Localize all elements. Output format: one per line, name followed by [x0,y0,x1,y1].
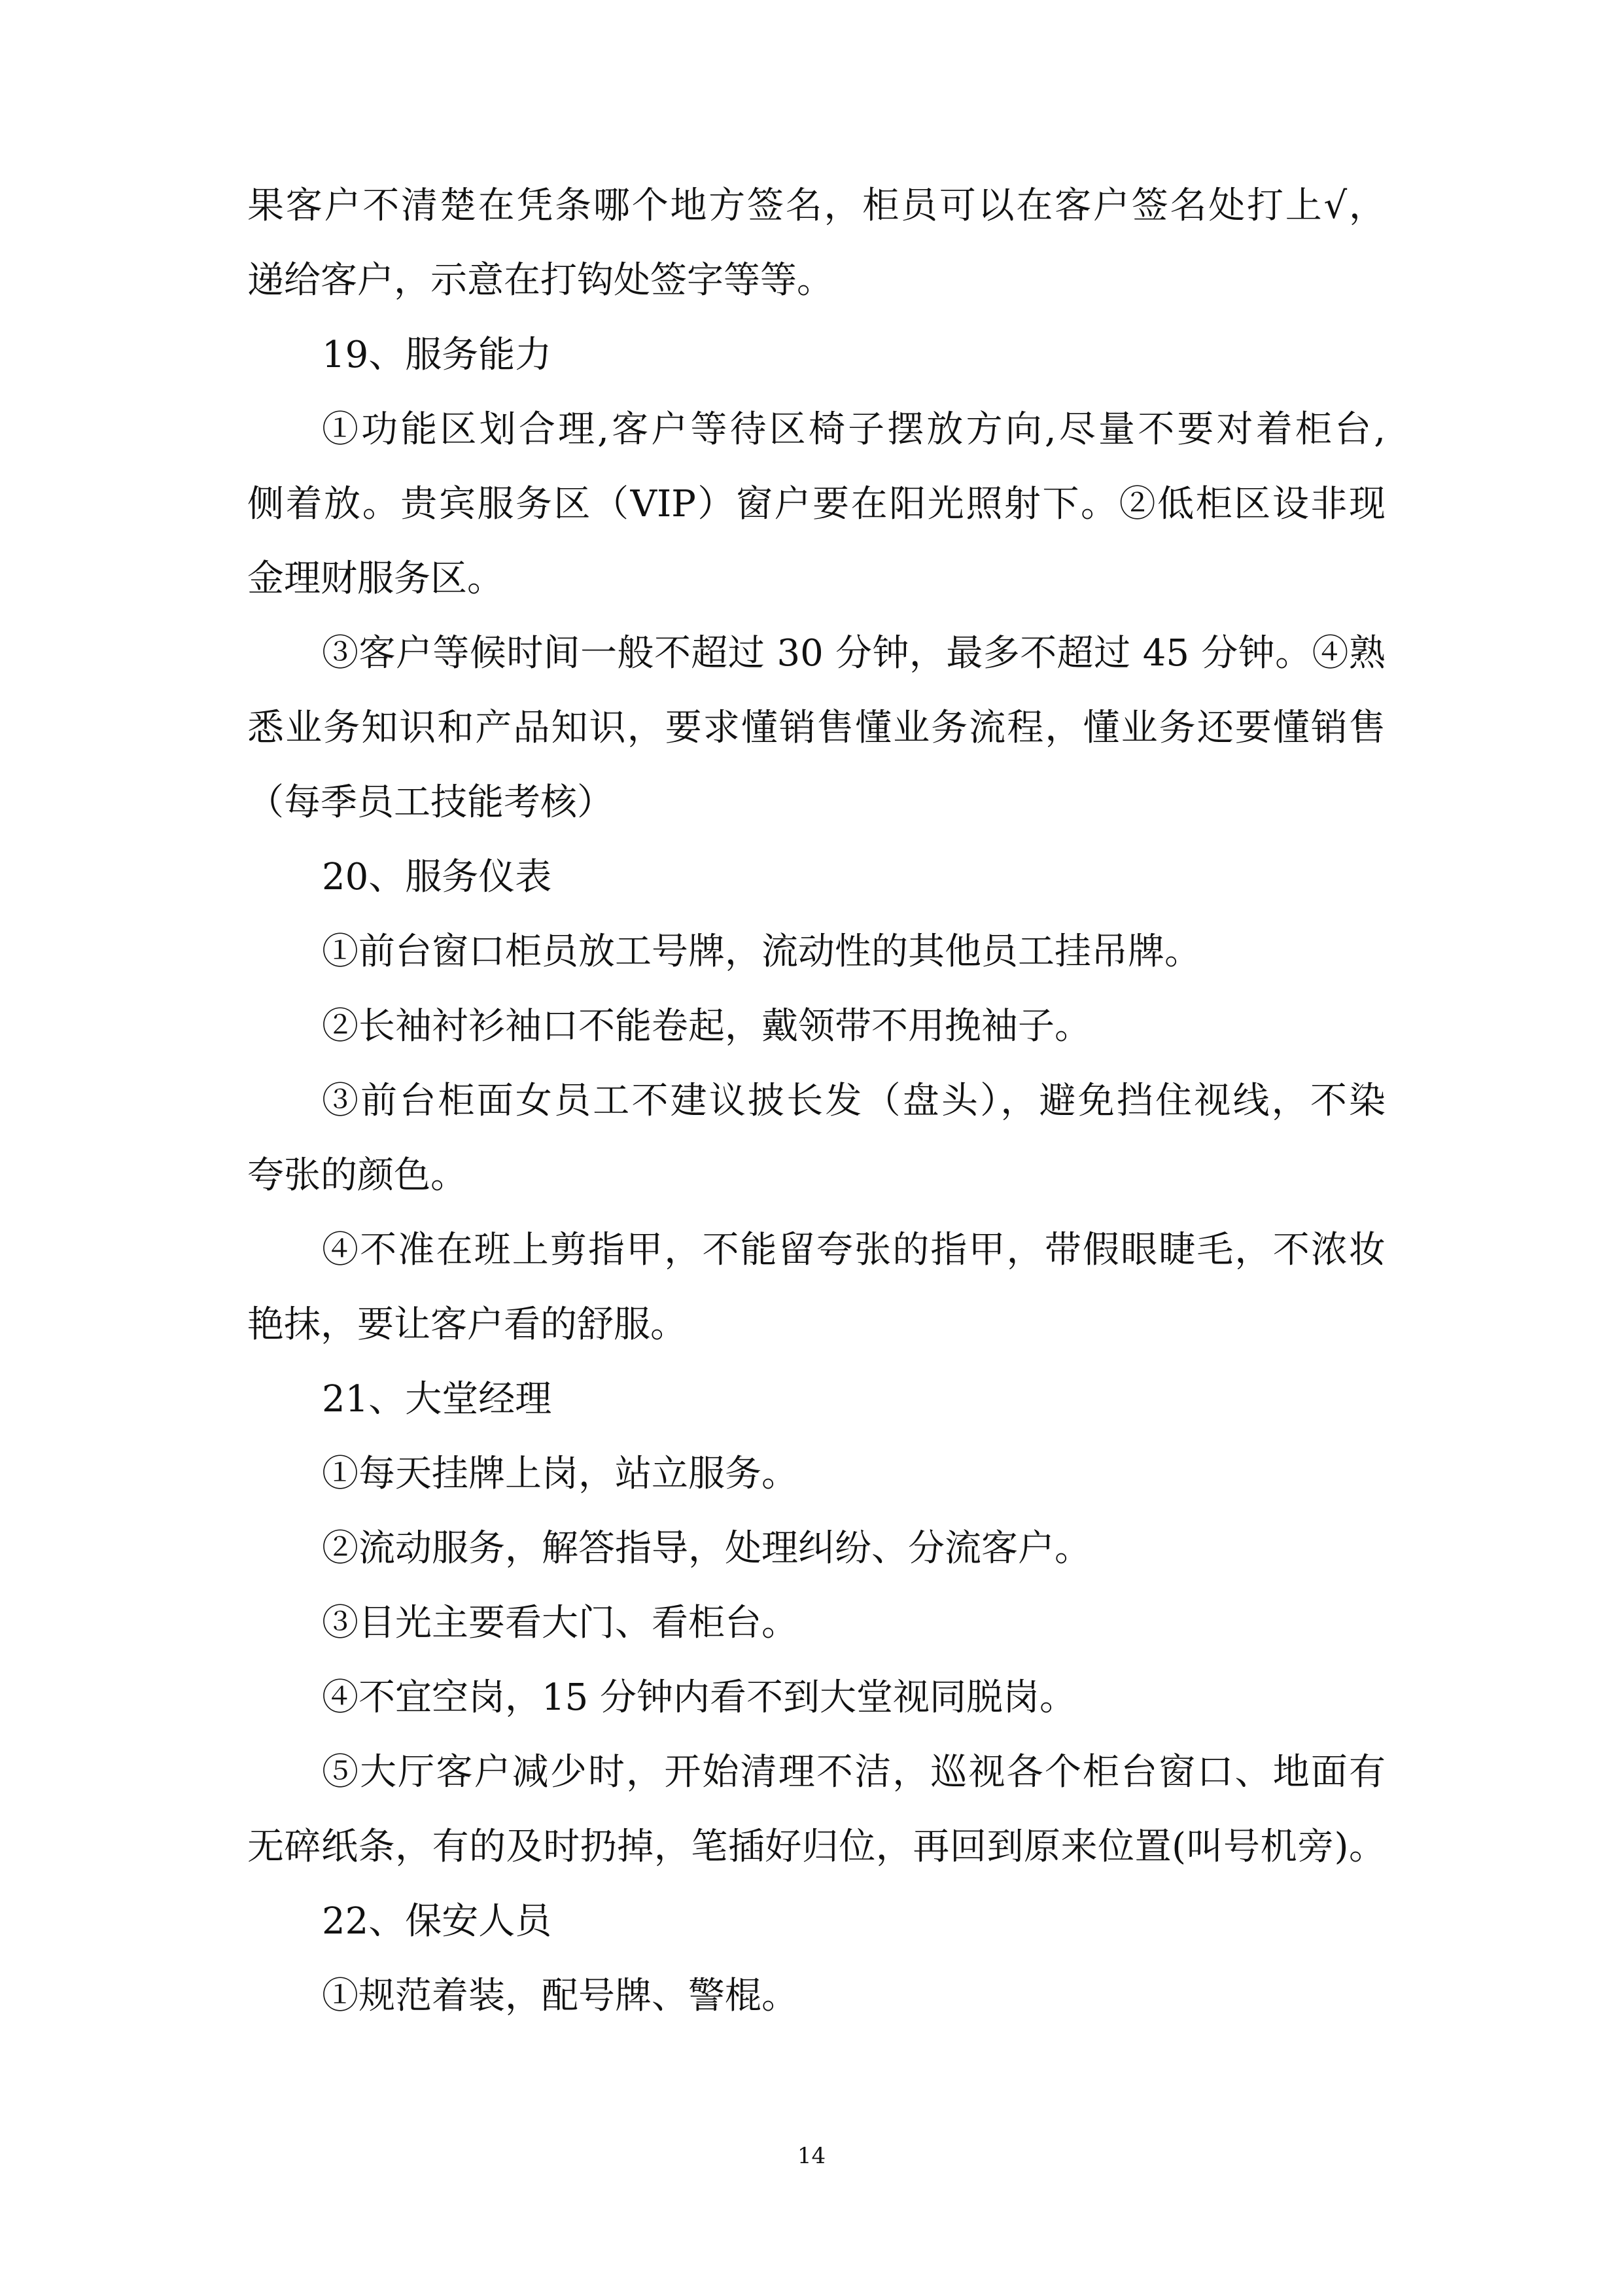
body-line: 金理财服务区。 [247,557,504,600]
document-body [247,169,1386,2034]
body-line: 果客户不清楚在凭条哪个地方签名，柜员可以在客户签名处打上√， [247,185,1386,227]
body-line: 夸张的颜色。 [247,1154,467,1197]
body-line: ④不宜空岗，15 分钟内看不到大堂视同脱岗。 [322,1676,1077,1719]
body-line: ①每天挂牌上岗，站立服务。 [322,1453,798,1495]
body-line: ②长袖衬衫袖口不能卷起，戴领带不用挽袖子。 [322,1005,1091,1048]
section-heading: 21、大堂经理 [322,1378,552,1421]
body-line: 艳抹，要让客户看的舒服。 [247,1303,687,1346]
body-line: （每季员工技能考核） [247,781,614,824]
body-line: ⑤大厅客户减少时，开始清理不洁，巡视各个柜台窗口、地面有 [322,1751,1386,1793]
section-heading: 19、服务能力 [322,334,552,376]
body-line: 递给客户，示意在打钩处签字等等。 [247,259,833,302]
body-line: ①规范着装，配号牌、警棍。 [322,1975,798,2017]
page-number: 14 [797,2143,826,2169]
body-line: ①前台窗口柜员放工号牌，流动性的其他员工挂吊牌。 [322,930,1201,973]
body-line: 无碎纸条，有的及时扔掉，笔插好归位，再回到原来位置(叫号机旁)。 [247,1826,1386,1868]
body-line: ③目光主要看大门、看柜台。 [322,1602,798,1644]
body-line: ②流动服务，解答指导，处理纠纷、分流客户。 [322,1527,1091,1570]
body-line: 悉业务知识和产品知识，要求懂销售懂业务流程，懂业务还要懂销售 [247,707,1386,749]
body-line: ③客户等候时间一般不超过 30 分钟，最多不超过 45 分钟。④熟 [322,632,1386,675]
body-line: ①功能区划合理,客户等待区椅子摆放方向,尽量不要对着柜台, [322,408,1386,451]
body-line: 侧着放。贵宾服务区（VIP）窗户要在阳光照射下。②低柜区设非现 [247,483,1386,525]
section-heading: 20、服务仪表 [322,856,552,898]
body-line: ③前台柜面女员工不建议披长发（盘头），避免挡住视线，不染 [322,1080,1386,1122]
body-line: ④不准在班上剪指甲，不能留夸张的指甲，带假眼睫毛，不浓妆 [322,1229,1386,1271]
section-heading: 22、保安人员 [322,1900,552,1943]
